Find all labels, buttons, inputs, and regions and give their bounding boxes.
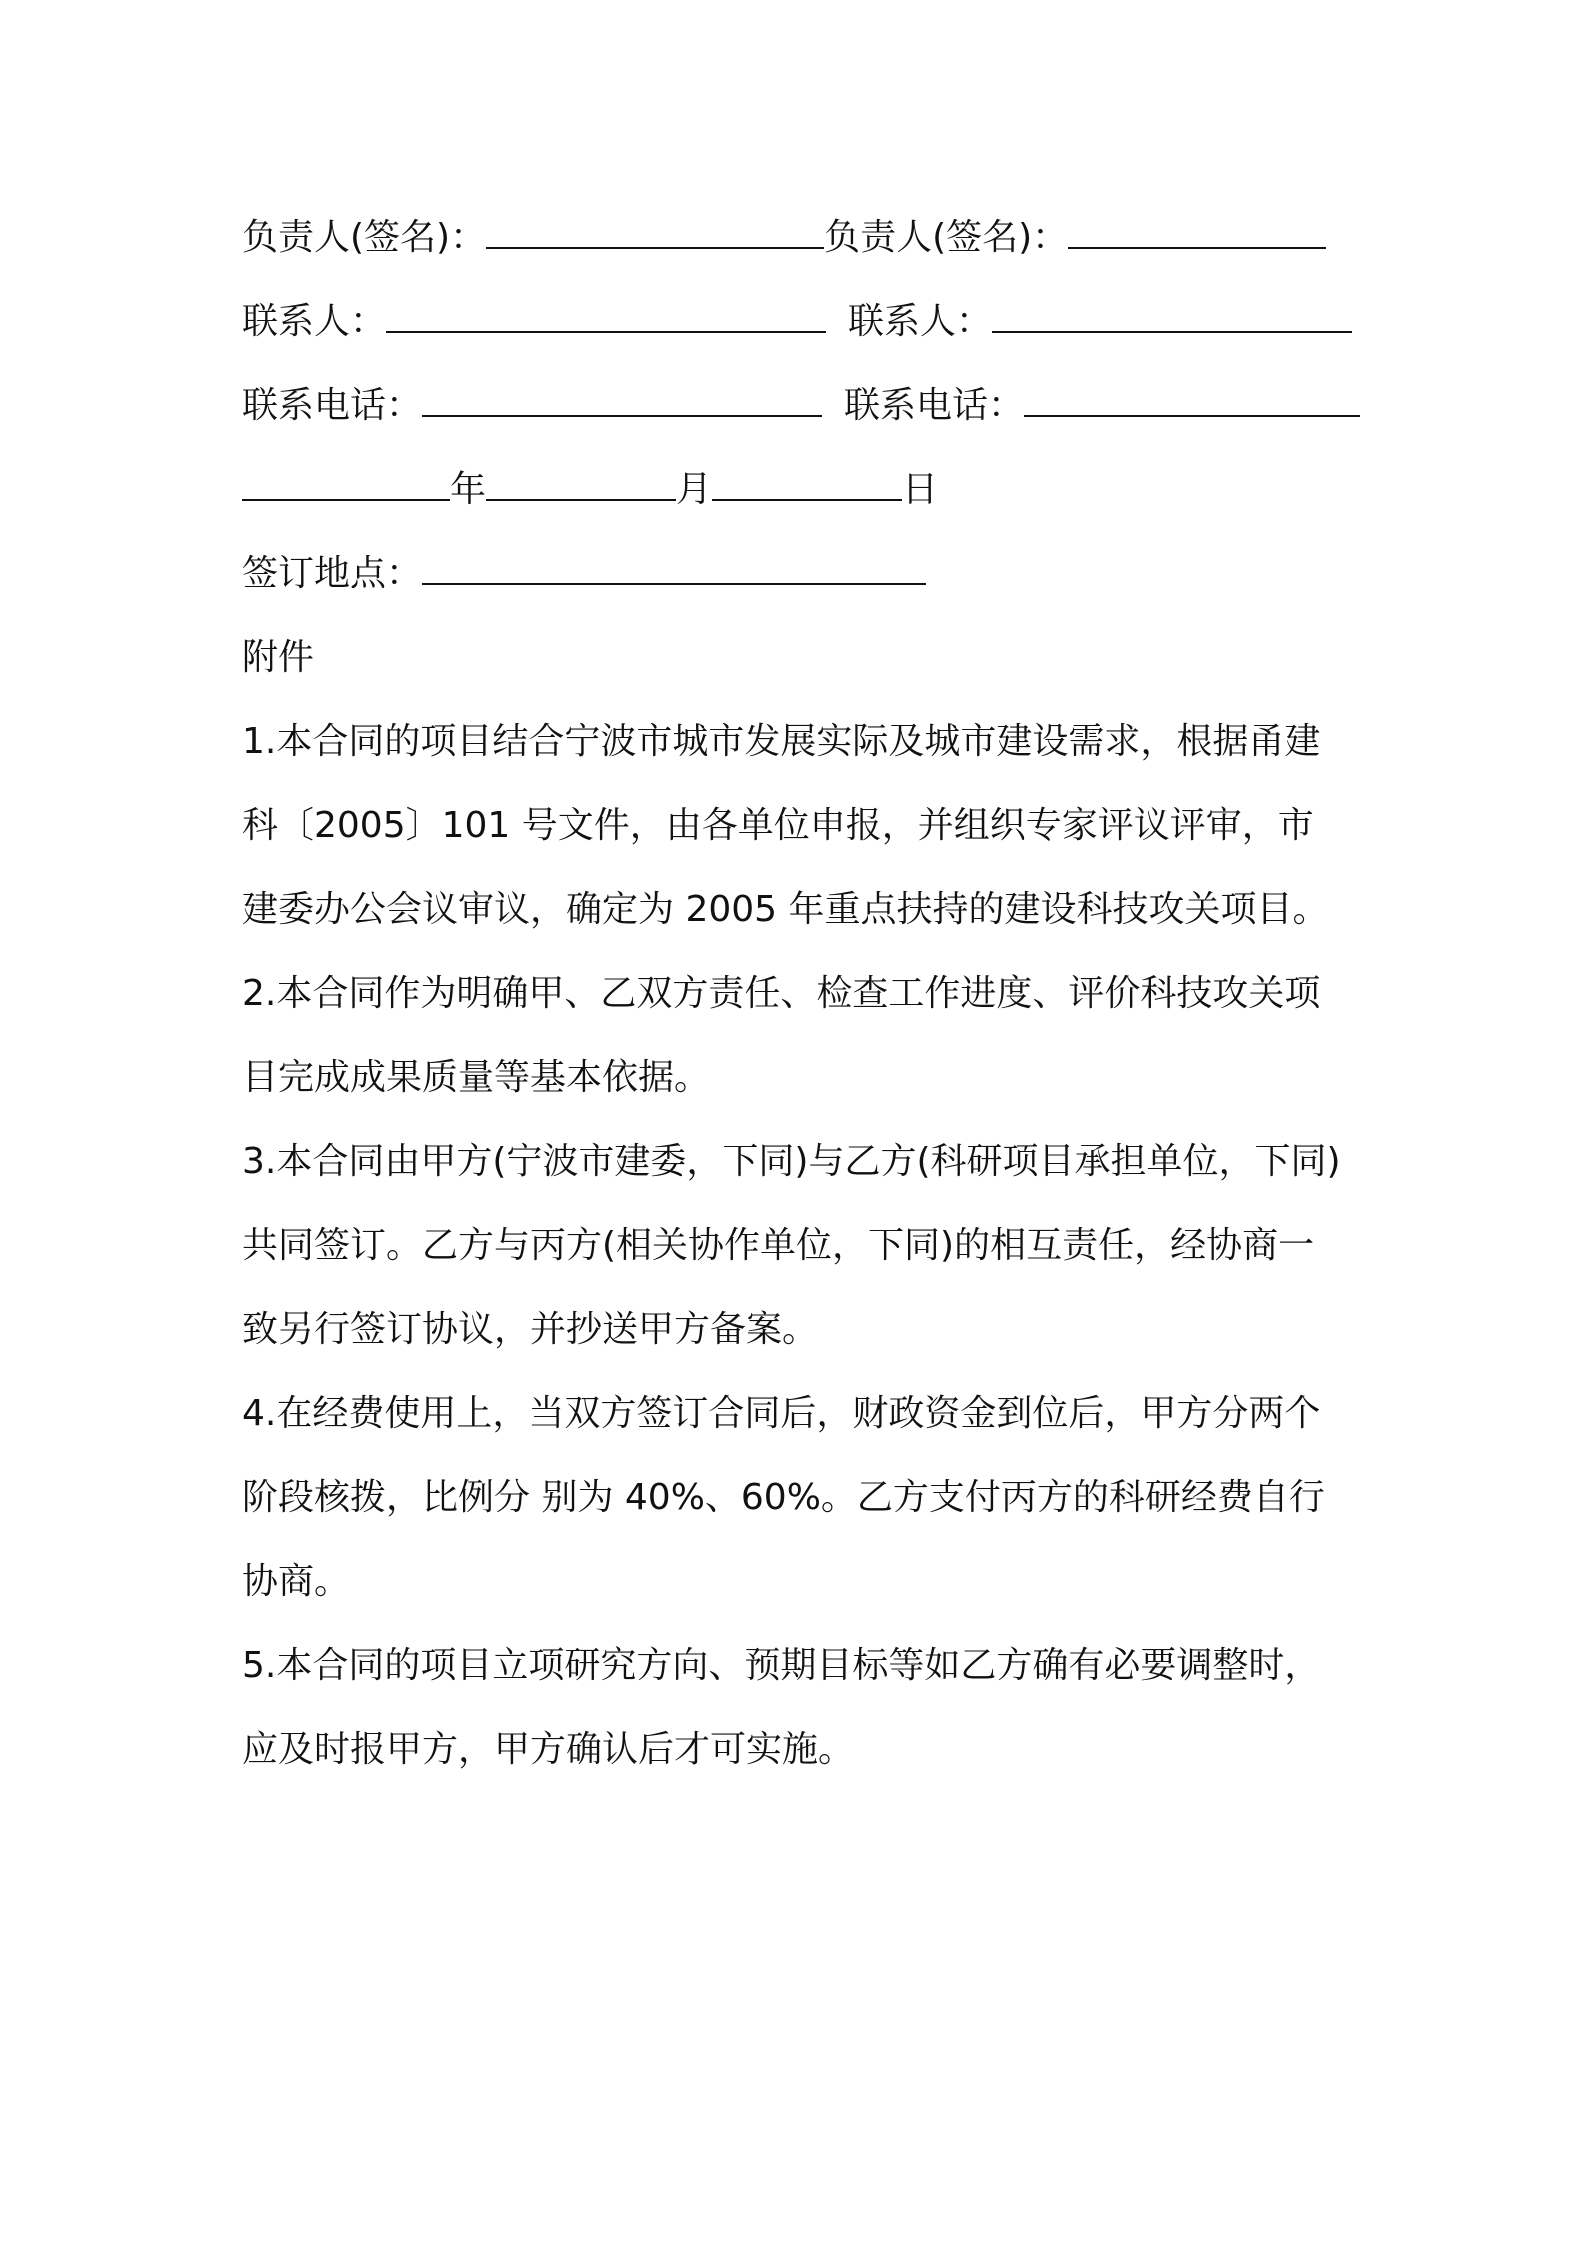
attachment-line: 致另行签订协议，并抄送甲方备案。 — [242, 1309, 819, 1350]
left-phone-blank — [422, 385, 822, 417]
attachment-line: 协商。 — [242, 1561, 351, 1602]
year-blank — [242, 469, 450, 501]
right-person-blank — [1068, 217, 1326, 249]
attachment-line: 4.在经费使用上，当双方签订合同后，财政资金到位后，甲方分两个 — [242, 1393, 1321, 1434]
right-phone-blank — [1024, 385, 1360, 417]
attachment-line: 阶段核拨，比例分 别为 40%、60%。乙方支付丙方的科研经费自行 — [242, 1477, 1325, 1518]
place-blank — [422, 553, 926, 585]
left-contact-label: 联系人： — [242, 301, 387, 342]
attachment-line: 目完成成果质量等基本依据。 — [242, 1057, 711, 1098]
left-phone-label: 联系电话： — [242, 385, 423, 426]
right-contact-label: 联系人： — [848, 301, 993, 342]
left-person-label: 负责人(签名)： — [242, 217, 487, 258]
attachment-line: 建委办公会议审议，确定为 2005 年重点扶持的建设科技攻关项目。 — [242, 889, 1329, 930]
day-blank — [712, 469, 902, 501]
attachment-line: 共同签订。乙方与丙方(相关协作单位，下同)的相互责任，经协商一 — [242, 1225, 1315, 1266]
attachment-line: 3.本合同由甲方(宁波市建委，下同)与乙方(科研项目承担单位，下同) — [242, 1141, 1341, 1182]
place-row — [242, 532, 1360, 616]
month-blank — [486, 469, 676, 501]
right-person-label: 负责人(签名)： — [824, 217, 1069, 258]
date-row — [242, 448, 1360, 532]
attachment-line: 2.本合同作为明确甲、乙双方责任、检查工作进度、评价科技攻关项 — [242, 973, 1321, 1014]
day-label: 日 — [902, 469, 939, 510]
attachment-heading: 附件 — [242, 637, 315, 678]
right-contact-blank — [992, 301, 1352, 333]
attachment-line: 5.本合同的项目立项研究方向、预期目标等如乙方确有必要调整时， — [242, 1645, 1321, 1686]
phone-row — [242, 364, 1360, 448]
contact-row — [242, 280, 1360, 364]
attachment-line: 科〔2005〕101 号文件，由各单位申报，并组织专家评议评审，市 — [242, 805, 1314, 846]
right-phone-label: 联系电话： — [844, 385, 1025, 426]
year-label: 年 — [450, 469, 487, 510]
month-label: 月 — [676, 469, 713, 510]
place-label: 签订地点： — [242, 553, 423, 594]
signature-row — [242, 196, 1360, 280]
left-contact-blank — [386, 301, 826, 333]
left-person-blank — [486, 217, 824, 249]
attachment-body — [242, 700, 1360, 1792]
document-content — [242, 196, 1360, 1792]
attachment-line: 应及时报甲方，甲方确认后才可实施。 — [242, 1729, 855, 1770]
attachment-line: 1.本合同的项目结合宁波市城市发展实际及城市建设需求，根据甬建 — [242, 721, 1321, 762]
